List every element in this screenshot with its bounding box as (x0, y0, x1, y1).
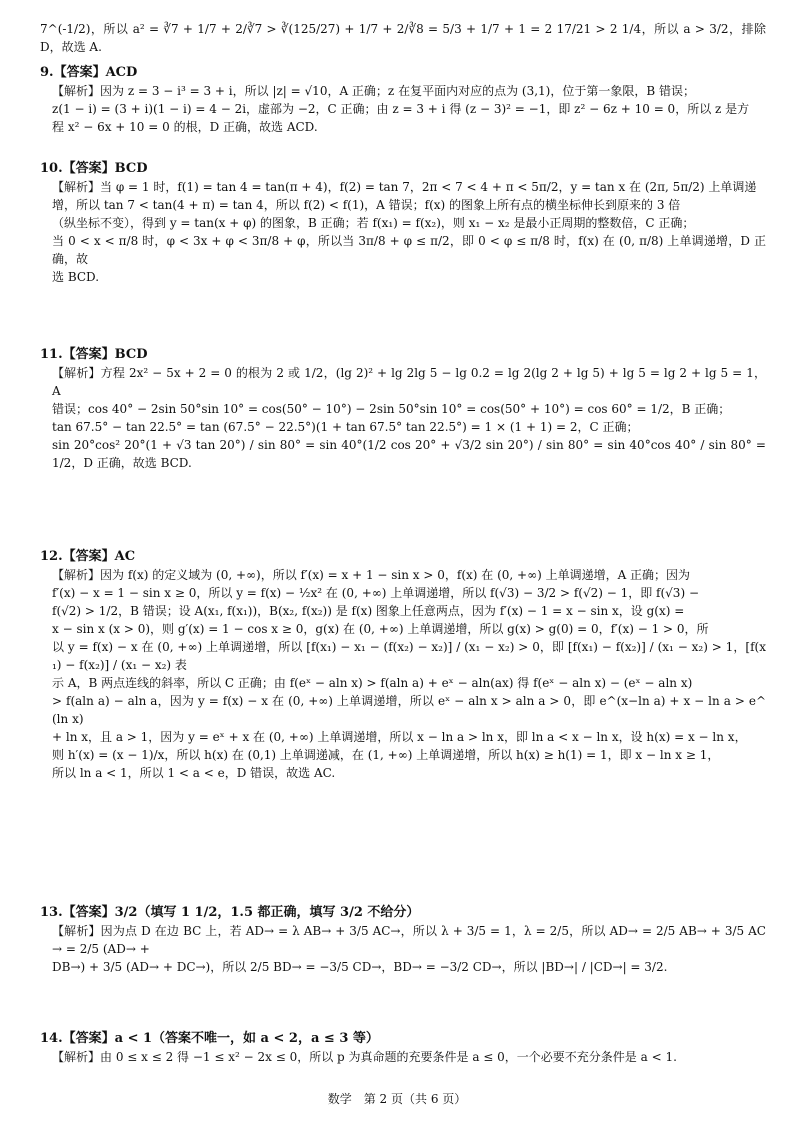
analysis-line: 则 h′(x) = (x − 1)/x，所以 h(x) 在 (0,1) 上单调递减，在 (1, +∞) 上单调递增，所以 h(x) ≥ h(1) = 1，即 x − ln x ≥ 1， (52, 748, 720, 762)
analysis-line: 选 BCD. (52, 270, 100, 284)
analysis-line: 【解析】因为点 D 在边 BC 上，若 AD→ = λ AB→ + 3/5 AC→，所以 λ + 3/5 = 1，λ = 2/5，所以 AD→ = 2/5 AB→ + 3/5 AC→ = 2/5 (AD→ + (52, 924, 766, 956)
analysis-text (40, 566, 766, 782)
analysis-line: （纵坐标不变），得到 y = tan(x + φ) 的图象，B 正确；若 f(x₁) = f(x₂)，则 x₁ − x₂ 是最小正周期的整数倍，C 正确； (52, 216, 695, 230)
analysis-line: 程 x² − 6x + 10 = 0 的根，D 正确，故选 ACD. (52, 120, 318, 134)
analysis-line: 【解析】由 0 ≤ x ≤ 2 得 −1 ≤ x² − 2x ≤ 0，所以 p 为真命题的充要条件是 a ≤ 0，一个必要不充分条件是 a < 1. (52, 1050, 677, 1064)
analysis-line: 【解析】因为 z = 3 − i³ = 3 + i，所以 |z| = √10，A 正确；z 在复平面内对应的点为 (3,1)，位于第一象限，B 错误； (52, 84, 695, 98)
analysis-line: tan 67.5° − tan 22.5° = tan (67.5° − 22.5°)(1 + tan 67.5° tan 22.5°) = 1 × (1 + 1) = 2，C 正确； (52, 420, 639, 434)
analysis-text (40, 178, 766, 286)
question-10 (40, 160, 766, 286)
analysis-line: f′(x) − x = 1 − sin x ≥ 0，所以 y = f(x) − ½x² 在 (0, +∞) 上单调递增，所以 f(√3) − 3/2 > f(√2) − 1，即 f(√3) − (52, 586, 699, 600)
analysis-line: > f(aln a) − aln a，因为 y = f(x) − x 在 (0, +∞) 上单调递增，所以 eˣ − aln x > aln a > 0，即 e^(x−ln a) + x − ln a > e^(ln x) (52, 694, 766, 726)
page-footer: 数学 第 2 页（共 6 页） (327, 1092, 467, 1106)
analysis-line: 当 0 < x < π/8 时，φ < 3x + φ < 3π/8 + φ，所以当 3π/8 + φ ≤ π/2，即 0 < φ ≤ π/8 时，f(x) 在 (0, π/8) 上单调递增，D 正确，故 (52, 234, 766, 266)
analysis-text (40, 1048, 766, 1066)
analysis-line: 以 y = f(x) − x 在 (0, +∞) 上单调递增，所以 [f(x₁) − x₁ − (f(x₂) − x₂)] / (x₁ − x₂) > 0，即 [f(x₁) − f(x₂)] / (x₁ − x₂) > 1，[f(x₁) − f(x₂)] / (x₁ − x₂) 表 (52, 640, 766, 672)
analysis-line: 增，所以 tan 7 < tan(4 + π) = tan 4，所以 f(2) < f(1)，A 错误；f(x) 的图象上所有点的横坐标伸长到原来的 3 倍 (52, 198, 681, 212)
answer-label: 13.【答案】3/2（填写 1 1/2，1.5 都正确，填写 3/2 不给分） (40, 905, 420, 920)
intro-block (40, 20, 766, 56)
analysis-text (40, 364, 766, 472)
analysis-line: z(1 − i) = (3 + i)(1 − i) = 4 − 2i，虚部为 −2，C 正确；由 z = 3 + i 得 (z − 3)² = −1，即 z² − 6z + 10 = 0，所以 z 是方 (52, 102, 750, 116)
analysis-text (40, 82, 766, 136)
analysis-line: 示 A，B 两点连线的斜率，所以 C 正确；由 f(eˣ − aln x) > f(aln a) + eˣ − aln(ax) 得 f(eˣ − aln x) − (eˣ − aln x) (52, 676, 693, 690)
analysis-text (40, 922, 766, 976)
answer-label: 12.【答案】AC (40, 549, 136, 564)
analysis-line: 【解析】因为 f(x) 的定义域为 (0, +∞)，所以 f′(x) = x + 1 − sin x > 0，f(x) 在 (0, +∞) 上单调递增，A 正确；因为 (52, 568, 691, 582)
answer-label: 14.【答案】a < 1（答案不唯一，如 a < 2，a ≤ 3 等） (40, 1031, 379, 1046)
question-11 (40, 346, 766, 472)
answer-label: 10.【答案】BCD (40, 161, 148, 176)
analysis-line: f(√2) > 1/2，B 错误；设 A(x₁, f(x₁))，B(x₂, f(x₂)) 是 f(x) 图象上任意两点，因为 f′(x) − 1 = x − sin x，设 g(x) = (52, 604, 685, 618)
analysis-line: + ln x，且 a > 1，因为 y = eˣ + x 在 (0, +∞) 上单调递增，所以 x − ln a > ln x，即 ln a < x − ln x，设 h(x) = x − ln x， (52, 730, 747, 744)
analysis-line: 所以 ln a < 1，所以 1 < a < e，D 错误，故选 AC. (52, 766, 336, 780)
analysis-line: sin 20°cos² 20°(1 + √3 tan 20°) / sin 80° = sin 40°(1/2 cos 20° + √3/2 sin 20°) / sin 80° = sin 40°cos 40° / sin 80° = 1/2，D 正确，故选 BCD. (52, 438, 766, 470)
analysis-line: 错误；cos 40° − 2sin 50°sin 10° = cos(50° − 10°) − 2sin 50°sin 10° = cos(50° + 10°) = cos 60° = 1/2，B 正确； (52, 402, 731, 416)
question-12 (40, 548, 766, 782)
question-13 (40, 904, 766, 976)
intro-line: 7^(-1/2)，所以 a² = ∛7 + 1/7 + 2/∛7 > ∛(125/27) + 1/7 + 2/∛8 = 5/3 + 1/7 + 1 = 2 17/21 > 2 1/4，所以 a > 3/2，排除 D，故选 A. (40, 22, 766, 54)
question-9 (40, 64, 766, 136)
question-14 (40, 1030, 766, 1066)
answer-label: 11.【答案】BCD (40, 347, 148, 362)
analysis-line: 【解析】方程 2x² − 5x + 2 = 0 的根为 2 或 1/2，(lg 2)² + lg 2lg 5 − lg 0.2 = lg 2(lg 2 + lg 5) + lg 5 = lg 2 + lg 5 = 1，A (52, 366, 766, 398)
analysis-line: x − sin x (x > 0)，则 g′(x) = 1 − cos x ≥ 0，g(x) 在 (0, +∞) 上单调递增，所以 g(x) > g(0) = 0，f′(x) − 1 > 0，所 (52, 622, 709, 636)
analysis-line: 【解析】当 φ = 1 时，f(1) = tan 4 = tan(π + 4)，f(2) = tan 7，2π < 7 < 4 + π < 5π/2，y = tan x 在 (2π, 5π/2) 上单调递 (52, 180, 757, 194)
answer-label: 9.【答案】ACD (40, 65, 138, 80)
analysis-line: DB→) + 3/5 (AD→ + DC→)，所以 2/5 BD→ = −3/5 CD→，BD→ = −3/2 CD→，所以 |BD→| / |CD→| = 3/2. (52, 960, 668, 974)
